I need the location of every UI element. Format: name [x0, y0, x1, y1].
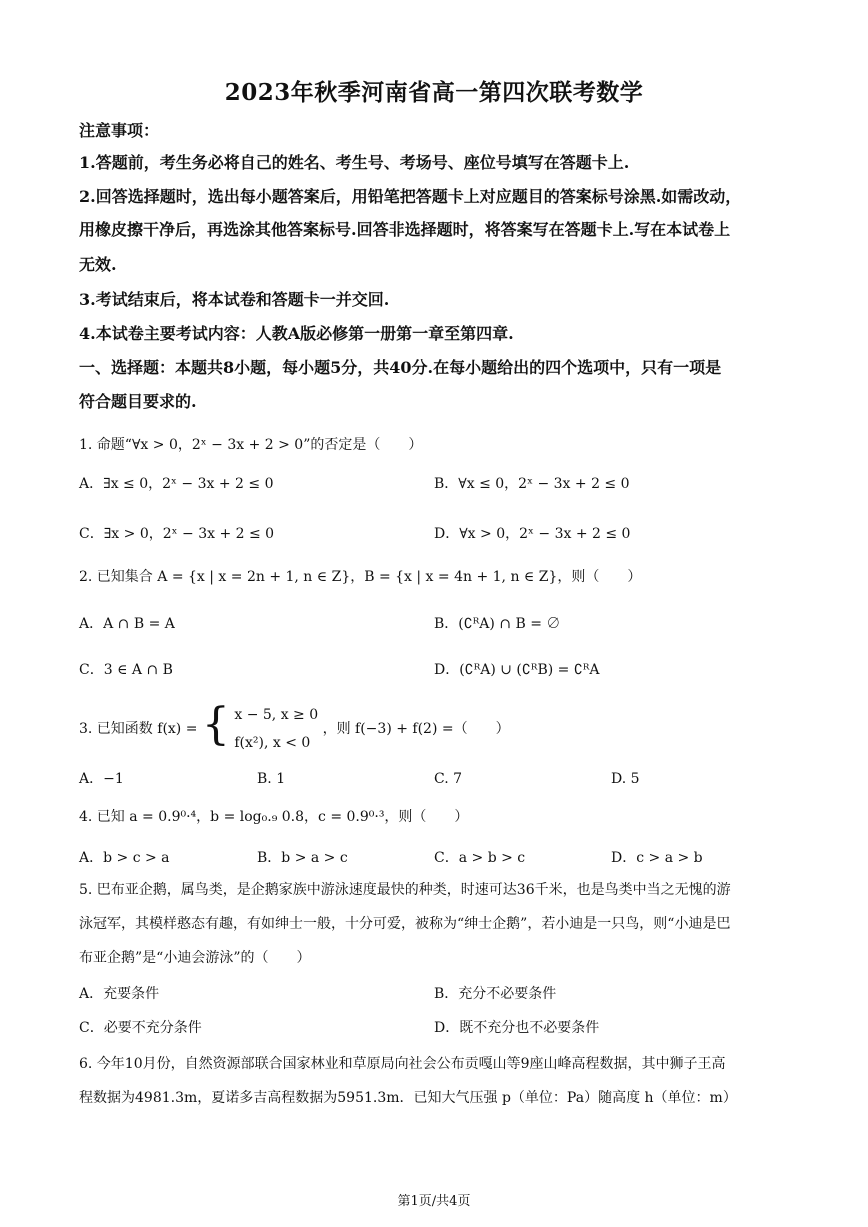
- question-5-line-3: 布亚企鹅”是“小迪会游泳”的（ ）: [79, 950, 311, 966]
- question-1-option-c: C．∃x > 0，2ˣ − 3x + 2 ≤ 0: [79, 526, 275, 542]
- question-4-option-b: B．b > a > c: [257, 850, 348, 866]
- piecewise-case-2: f(x²), x < 0: [234, 735, 311, 751]
- question-6-line-2: 程数据为4981.3m，夏诺多吉高程数据为5951.3m．已知大气压强 p（单位：Pa）随高度 h（单位：m）: [79, 1090, 737, 1106]
- question-1-option-d: D．∀x > 0，2ˣ − 3x + 2 ≤ 0: [434, 526, 631, 542]
- question-4-option-c: C．a > b > c: [434, 850, 526, 866]
- piecewise-brace: {: [201, 699, 230, 750]
- question-2-option-d: D．(∁ᴿA) ∪ (∁ᴿB) = ∁ᴿA: [434, 662, 600, 678]
- question-6-line-1: 6. 今年10月份，自然资源部联合国家林业和草原局向社会公布贡嘎山等9座山峰高程数据，其中狮子王高: [79, 1056, 726, 1072]
- question-3-stem-prefix: 3. 已知函数 f(x) =: [79, 721, 198, 737]
- question-4-stem: 4. 已知 a = 0.9⁰·⁴，b = log₀.₉ 0.8，c = 0.9⁰·³，则（ ）: [79, 809, 469, 825]
- question-1-option-a: A．∃x ≤ 0，2ˣ − 3x + 2 ≤ 0: [79, 476, 274, 492]
- notice-item-2-line-3: 无效.: [79, 255, 117, 274]
- question-5-line-1: 5. 巴布亚企鹅，属鸟类，是企鹅家族中游泳速度最快的种类，时速可达36千米，也是鸟类中当之无愧的游: [79, 882, 731, 898]
- question-5-option-a: A．充要条件: [79, 986, 160, 1002]
- notice-item-4: 4.本试卷主要考试内容：人教A版必修第一册第一章至第四章.: [79, 324, 514, 343]
- notice-item-2-line-1: 2.回答选择题时，选出每小题答案后，用铅笔把答题卡上对应题目的答案标号涂黑.如需改动，: [79, 187, 742, 206]
- section-heading-line-1: 一、选择题：本题共8小题，每小题5分，共40分.在每小题给出的四个选项中，只有一项是: [79, 358, 722, 377]
- page-footer: 第1页/共4页: [397, 1194, 471, 1209]
- notice-item-1: 1.答题前，考生务必将自己的姓名、考生号、考场号、座位号填写在答题卡上.: [79, 153, 630, 172]
- question-5-line-2: 泳冠军，其模样憨态有趣，有如绅士一般，十分可爱，被称为“绅士企鹅”，若小迪是一只鸟，则“小迪是巴: [79, 916, 731, 932]
- question-3-stem-suffix: ，则 f(−3) + f(2) =（ ）: [322, 721, 510, 737]
- question-2-option-a: A．A ∩ B = A: [79, 616, 175, 632]
- question-3-option-c: C. 7: [434, 771, 463, 787]
- exam-title: 2023年秋季河南省高一第四次联考数学: [224, 79, 644, 106]
- question-4-option-d: D．c > a > b: [611, 850, 703, 866]
- question-2-stem: 2. 已知集合 A = {x | x = 2n + 1, n ∈ Z}，B = {x | x = 4n + 1, n ∈ Z}，则（ ）: [79, 569, 642, 585]
- question-4-option-a: A．b > c > a: [79, 850, 170, 866]
- question-1-stem: 1. 命题“∀x > 0，2ˣ − 3x + 2 > 0”的否定是（ ）: [79, 437, 423, 453]
- section-heading-line-2: 符合题目要求的.: [79, 392, 197, 411]
- question-1-option-b: B．∀x ≤ 0，2ˣ − 3x + 2 ≤ 0: [434, 476, 630, 492]
- question-3-option-a: A．−1: [79, 771, 124, 787]
- question-3-option-d: D. 5: [611, 771, 640, 787]
- question-5-option-d: D．既不充分也不必要条件: [434, 1020, 600, 1036]
- notice-item-2-line-2: 用橡皮擦干净后，再选涂其他答案标号.回答非选择题时，将答案写在答题卡上.写在本试卷上: [79, 220, 731, 239]
- question-3-option-b: B. 1: [257, 771, 286, 787]
- question-5-option-c: C．必要不充分条件: [79, 1020, 202, 1036]
- question-2-option-b: B．(∁ᴿA) ∩ B = ∅: [434, 616, 561, 632]
- question-3-stem: [79, 697, 510, 757]
- piecewise-cases: [234, 704, 318, 754]
- notice-heading: 注意事项：: [79, 121, 160, 140]
- notice-item-3: 3.考试结束后，将本试卷和答题卡一并交回.: [79, 290, 390, 309]
- piecewise-case-1: x − 5, x ≥ 0: [234, 707, 319, 723]
- question-5-option-b: B．充分不必要条件: [434, 986, 557, 1002]
- question-2-option-c: C．3 ∈ A ∩ B: [79, 662, 173, 678]
